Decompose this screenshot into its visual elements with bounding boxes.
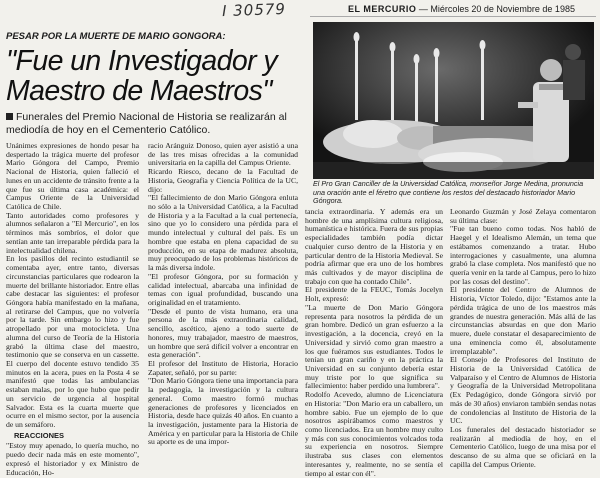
bullet-icon	[6, 113, 13, 120]
lead-text: Funerales del Premio Nacional de Historia se realizarán al mediodía de hoy en el Cementerio Católico.	[6, 111, 287, 136]
publication-date: Miércoles 20 de Noviembre de 1985	[430, 4, 575, 14]
funeral-photo	[313, 22, 594, 179]
archive-reference: I 30579	[221, 0, 287, 21]
column-1-text-continued: "Estoy muy apenado, lo quería mucho, no puedo decir nada más en este momento", expresó el historiador y ex Ministro de Educación, Ho-	[6, 441, 139, 477]
article-column-1	[6, 141, 139, 477]
newspaper-name: EL MERCURIO	[348, 4, 417, 14]
subheading-reacciones: REACCIONES	[14, 430, 65, 440]
masthead-rule	[310, 16, 596, 17]
lead-paragraph	[6, 111, 298, 136]
article-column-3: tancia extraordinaria. Y además era un hombre de una amplísima cultura religiosa, humanística e histórica. Fuera de sus propias especialidades también podía dictar cualquier curso dentro de la Historia y en particular dentro de la Historia Medieval. Se podría afirmar que era uno de los hombres más cultivados y de mayor disciplina de trabajo con que ha contado Chile". El presidente de la FEUC, Tomás Jocelyn Holt, expresó: "La muerte de Don Mario Góngora representa para nosotros la pérdida de un gran hombre. Dedicó un gran esfuerzo a la investigación, a la docencia, creyó en la Universidad y sirvió como gran maestro a los que fuéramos sus estudiantes. Todos le tenían un gran cariño y en la práctica la Universidad en su conjunto debería estar muy triste por lo que significa su fallecimiento: haber perdido una lumbrera". Rodolfo Acevedo, alumno de Licenciatura en Historia: "Don Mario era un caballero, un hombre sabio. Fue un ejemplo de lo que nosotros aspirábamos como maestros y como licenciados. Era un hombre muy culto y más con sus conocimientos volcados toda su experiencia en nosotros. Siempre ilustraba sus clases con elementos interesantes y, realmente, no se sentía el tiempo al estar con él".	[305, 207, 443, 478]
article-column-2: racio Aránguiz Donoso, quien ayer asistió a una de las tres misas ofrecidas a la comunidad universitaria en la capilla del Campus Oriente. Ricardo Riesco, decano de la Facultad de Historia, Geografía y Ciencia Política de la UC, dijo: "El fallecimiento de don Mario Góngora enluta no sólo a la Universidad Católica, a la Facultad de Historia y a la Facultad a la cual pertenecía, sino que yo lo considero una pérdida para el mundo intelectual y cultural del país. Es un hombre que estaba en plena capacidad de su producción, en su etapa de madurez absoluta, muy preocupado de los problemas históricos de la más diversa índole. "El profesor Góngora, por su formación y calidad intelectual, abarcaba una infinidad de temas con igual profundidad, buscando una originalidad en el tratamiento. "Desde el punto de vista humano, era una persona de la más extraordinaria calidad, sencillo, ascético, ajeno a todo suerte de honores, muy trabajador, maestro de maestros, un hombre que será difícil volver a encontrar en esta generación". El profesor del Instituto de Historia, Horacio Zapater, señaló, por su parte: "Don Mario Góngora tiene una importancia para la pedagogía, la investigación y la cultura general. Como maestro formó muchas generaciones de profesores y licenciados en Historia, desde hace quizás 40 años. En cuanto a la investigación, justamente para la Historia de América y en particular para la Historia de Chile su aporte es de una impor-	[148, 141, 298, 447]
headline: "Fue un Investigador y Maestro de Maestros"	[6, 45, 277, 107]
article-column-4: Leonardo Guzmán y José Zelaya comentaron su última clase: "Fue tan bueno como todas. Nos habló de Haegel y el Idealismo Alemán, un tema que estábamos comenzando a tratar. Hubo interrogaciones y casualmente, una alumna grabó la clase completa. Nos manifestó que no quería venir en la tarde al Campus, pero lo hizo por las cosas del destino". El presidente del Centro de Alumnos de Historia, Víctor Toledo, dijo: "Estamos ante la pérdida trágica de uno de los maestros más grandes de nuestra generación. Más allá de las circunstancias absurdas en que don Mario muere, duele constatar el desaparecimiento de una eminencia como él, absolutamente irremplazable". El Consejo de Profesores del Instituto de Historia de la Universidad Católica de Valparaíso y el Centro de Alumnos de Historia y Geografía de la Universidad Metropolitana (Ex Pedagógico, donde Góngora sirvió por más de 30 años) enviaron también sendas notas de condolencias al Instituto de Historia de la UC. Los funerales del destacado historiador se realizarán al mediodía de hoy, en el Cementerio Católico, luego de una misa por el descanso de su alma que se oficiará en la capilla del Campus Oriente.	[450, 207, 597, 469]
kicker: PESAR POR LA MUERTE DE MARIO GONGORA:	[6, 31, 226, 42]
masthead: EL MERCURIO — Miércoles 20 de Noviembre de 1985	[348, 4, 575, 14]
photo-caption: El Pro Gran Canciller de la Universidad Católica, monseñor Jorge Medina, pronuncia una oración ante el féretro que contiene los restos del destacado historiador Mario Góngora.	[313, 179, 584, 206]
funeral-photo-image	[313, 22, 594, 179]
column-1-text: Unánimes expresiones de hondo pesar ha despertado la trágica muerte del profesor Mario Góngora del Campo, Premio Nacional de Historia, quien falleció el lunes en un accidente de tránsito frente a la que fue su última casa académica: el Campus Oriente de la Universidad Católica de Chile. Tanto autoridades como profesores y alumnos señalaron a "El Mercurio", en los términos más sombríos, el dolor que sentían ante tan irreparable pérdida para la intelectualidad chilena. En los pasillos del recinto estudiantil se comentaba ayer, entre tanto, diversas circunstancias particulares que rodearon la muerte del brillante historiador. Entre ellas cabe destacar las siguientes: el profesor Góngora había manifestado en la mañana, al retirarse del Campus, que no volvería por la tarde. Sin embargo lo hizo y fue atropellado por una motocicleta. Una alumna del curso de Teoría de la Historia grabó la última clase del maestro, testimonio que se conserva en un cassette. El cuerpo del docente estuvo tendido 35 minutos en la acera, pues en la Posta 4 se manifestó que todas las ambulancias estaban malas, por lo que hubo que pedir un servicio de urgencia al hospital Salvador. Esta es la cuarta muerte que ocurre en el mismo sector, por la ausencia de un semáforo.	[6, 141, 139, 429]
